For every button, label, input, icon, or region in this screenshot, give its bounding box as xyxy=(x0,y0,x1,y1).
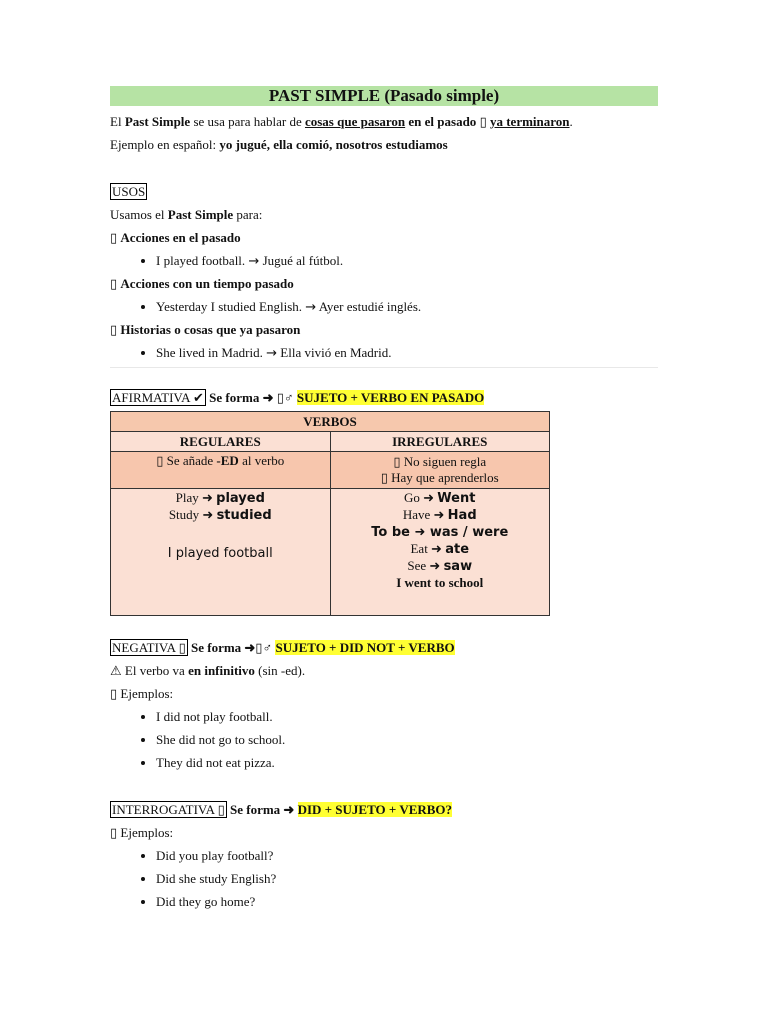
usos-example-list xyxy=(110,341,658,364)
negativa-formula: SUJETO + DID NOT + VERBO xyxy=(275,640,455,655)
interrogativa-heading: INTERROGATIVA ▯ xyxy=(112,802,225,817)
list-item: • They did not eat pizza. xyxy=(156,751,658,774)
column-header-irregulares: IRREGULARES xyxy=(330,432,550,452)
missing-glyph-icon: ▯ xyxy=(110,322,118,337)
list-item: • Did you play football? xyxy=(156,844,658,867)
list-item: • Yesterday I studied English. → Ayer estudié inglés. xyxy=(156,295,658,318)
regular-rule-cell: ▯ Se añade -ED al verbo xyxy=(111,452,331,489)
column-header-regulares: REGULARES xyxy=(111,432,331,452)
usos-example-list xyxy=(110,249,658,272)
verbs-table xyxy=(110,411,550,616)
verb-example: Go ➜ Went xyxy=(404,490,476,506)
missing-glyph-icon: ▯ xyxy=(110,230,118,245)
arrow-right-icon: → xyxy=(248,254,260,269)
list-item: • I played football. → Jugué al fútbol. xyxy=(156,249,658,272)
verb-example: Eat ➜ ate xyxy=(410,541,470,557)
missing-glyph-icon: ▯ xyxy=(156,453,164,468)
negativa-heading: NEGATIVA ▯ xyxy=(112,640,186,655)
verb-example: Play ➜ played xyxy=(175,490,265,506)
verb-example: To be ➜ was / were xyxy=(371,525,509,540)
missing-glyph-icon: ▯ xyxy=(479,114,487,129)
afirmativa-formula: SUJETO + VERBO EN PASADO xyxy=(296,390,485,405)
page-title: PAST SIMPLE (Pasado simple) xyxy=(110,86,658,106)
interrogativa-examples-label: ▯ Ejemplos: xyxy=(110,825,174,840)
usos-heading: USOS xyxy=(112,184,146,199)
verb-example: See ➜ saw xyxy=(407,558,473,574)
regular-example-sentence: I played football xyxy=(167,546,273,561)
list-item: • She lived in Madrid. → Ella vivió en Madrid. xyxy=(156,341,658,364)
usos-item-title: ▯ Acciones en el pasado xyxy=(110,230,241,245)
afirmativa-heading: AFIRMATIVA ✔ xyxy=(112,390,204,405)
regular-examples-cell xyxy=(111,489,331,616)
list-item: • She did not go to school. xyxy=(156,728,658,751)
list-item: • Did she study English? xyxy=(156,867,658,890)
arrow-right-icon: → xyxy=(305,300,317,315)
afirmativa-heading-line: AFIRMATIVA ✔ Se forma ➜ ▯♂ SUJETO + VERBO EN PASADO xyxy=(112,390,485,405)
table-header: VERBOS xyxy=(111,412,550,432)
intro-line-2: Ejemplo en español: yo jugué, ella comió, nosotros estudiamos xyxy=(110,137,448,152)
list-item: • I did not play football. xyxy=(156,705,658,728)
divider xyxy=(110,367,658,368)
warning-icon: ⚠ xyxy=(110,664,122,679)
interrogativa-heading-line: INTERROGATIVA ▯ Se forma ➜ DID + SUJETO + VERBO? xyxy=(112,802,453,817)
document-page xyxy=(110,86,658,913)
irregular-examples-cell xyxy=(330,489,550,616)
negativa-example-list xyxy=(110,705,658,774)
usos-heading-line xyxy=(110,180,658,203)
irregular-rule-cell: ▯ No siguen regla ▯ Hay que aprenderlos xyxy=(330,452,550,489)
usos-item-title: ▯ Acciones con un tiempo pasado xyxy=(110,276,294,291)
verb-example: Study ➜ studied xyxy=(168,507,272,523)
verb-example: Have ➜ Had xyxy=(402,507,477,523)
arrow-right-icon: → xyxy=(266,346,278,361)
negativa-heading-line: NEGATIVA ▯ Se forma ➜▯♂ SUJETO + DID NOT + VERBO xyxy=(112,640,455,655)
intro-line-1: El Past Simple se usa para hablar de cosas que pasaron en el pasado ▯ ya terminaron. xyxy=(110,114,573,129)
usos-item-title: ▯ Historias o cosas que ya pasaron xyxy=(110,322,301,337)
usos-example-list xyxy=(110,295,658,318)
usos-lead: Usamos el Past Simple para: xyxy=(110,207,263,222)
missing-glyph-icon: ▯ xyxy=(110,276,118,291)
list-item: • Did they go home? xyxy=(156,890,658,913)
interrogativa-example-list xyxy=(110,844,658,913)
negativa-warning: ⚠ El verbo va en infinitivo (sin -ed). xyxy=(110,663,306,679)
irregular-example-sentence: I went to school xyxy=(396,575,484,590)
interrogativa-formula: DID + SUJETO + VERBO? xyxy=(297,802,453,817)
negativa-examples-label: ▯ Ejemplos: xyxy=(110,686,174,701)
